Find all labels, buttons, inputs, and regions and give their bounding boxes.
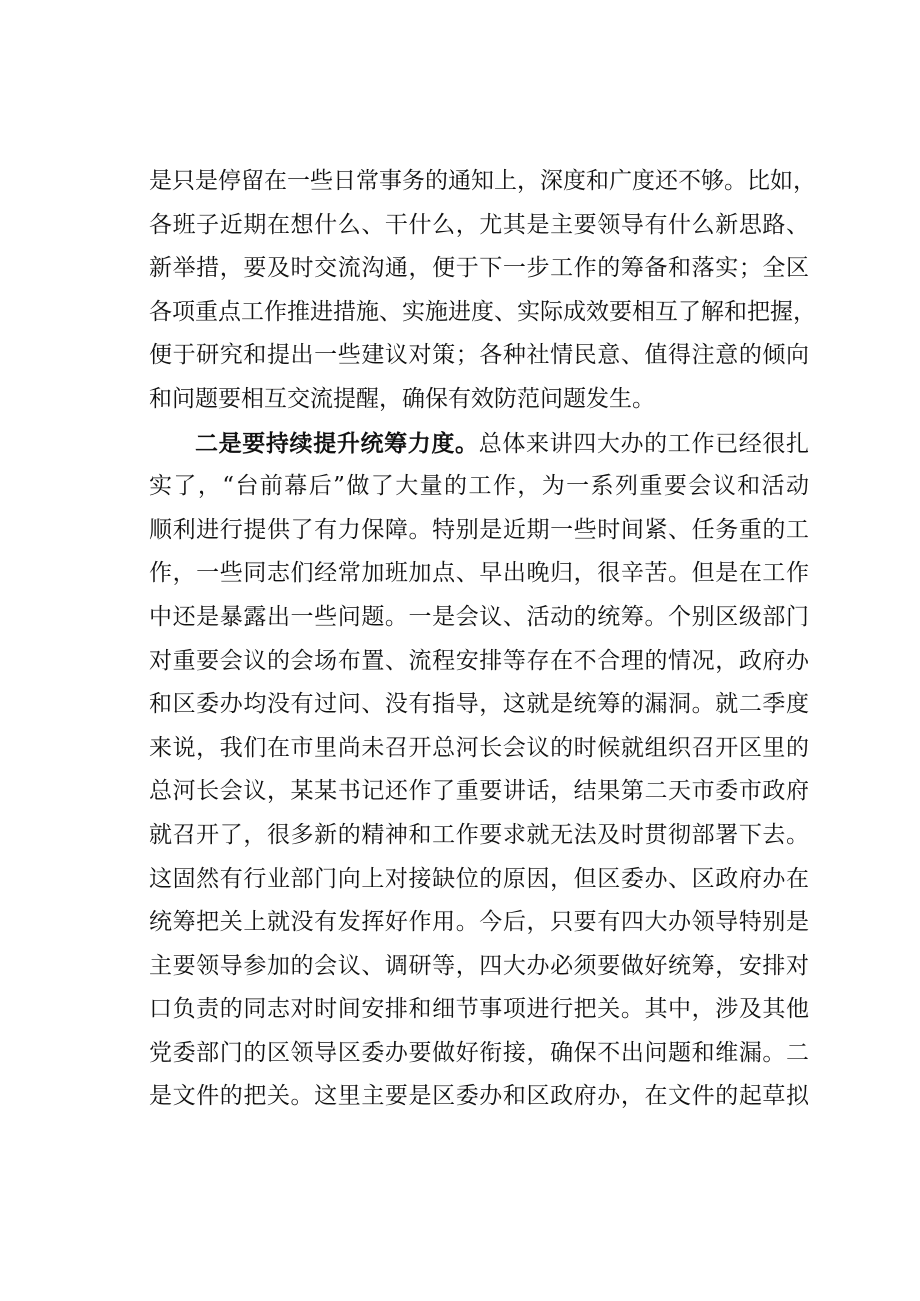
text-line: 作，一些同志们经常加班加点、早出晚归，很辛苦。但是在工作: [149, 560, 809, 587]
text-line: 总河长会议，某某书记还作了重要讲话，结果第二天市委市政府: [149, 778, 809, 805]
text-line: 便于研究和提出一些建议对策；各种社情民意、值得注意的倾向: [149, 342, 809, 369]
text-line: 和区委办均没有过问、没有指导，这就是统筹的漏洞。就二季度: [149, 691, 809, 718]
document-body: [149, 160, 816, 1119]
text-line: 口负责的同志对时间安排和细节事项进行把关。其中，涉及其他: [149, 996, 809, 1023]
text-line: [149, 422, 809, 466]
text-line: 顺利进行提供了有力保障。特别是近期一些时间紧、任务重的工: [149, 516, 809, 543]
paragraph-heading: 二是要持续提升统筹力度。: [195, 429, 479, 457]
text-line: 各班子近期在想什么、干什么，尤其是主要领导有什么新思路、: [149, 211, 809, 238]
text-line: 统筹把关上就没有发挥好作用。今后，只要有四大办领导特别是: [149, 909, 809, 936]
text-line: 实了，“台前幕后”做了大量的工作，为一系列重要会议和活动: [149, 473, 809, 500]
text-line: 对重要会议的会场布置、流程安排等存在不合理的情况，政府办: [149, 647, 809, 674]
text-line: 新举措，要及时交流沟通，便于下一步工作的筹备和落实；全区: [149, 255, 809, 282]
paragraph-1: [149, 160, 816, 422]
text-line: 党委部门的区领导区委办要做好衔接，确保不出问题和维漏。二: [149, 1039, 809, 1066]
text-line: 各项重点工作推进措施、实施进度、实际成效要相互了解和把握，: [149, 298, 816, 325]
text-line: 是文件的把关。这里主要是区委办和区政府办，在文件的起草拟: [149, 1083, 809, 1110]
text-line: 中还是暴露出一些问题。一是会议、活动的统筹。个别区级部门: [149, 603, 809, 630]
text-line: 主要领导参加的会议、调研等，四大办必须要做好统筹，安排对: [149, 952, 809, 979]
text-line: 就召开了，很多新的精神和工作要求就无法及时贯彻部署下去。: [149, 821, 809, 848]
paragraph-2: [149, 422, 809, 1120]
text-line: 和问题要相互交流提醒，确保有效防范问题发生。: [149, 385, 655, 412]
text-line: 是只是停留在一些日常事务的通知上，深度和广度还不够。比如，: [149, 168, 816, 194]
text-line: 来说，我们在市里尚未召开总河长会议的时候就组织召开区里的: [149, 734, 809, 761]
text-line: 这固然有行业部门向上对接缺位的原因，但区委办、区政府办在: [149, 865, 809, 892]
text-span: 总体来讲四大办的工作已经很扎: [478, 430, 810, 457]
